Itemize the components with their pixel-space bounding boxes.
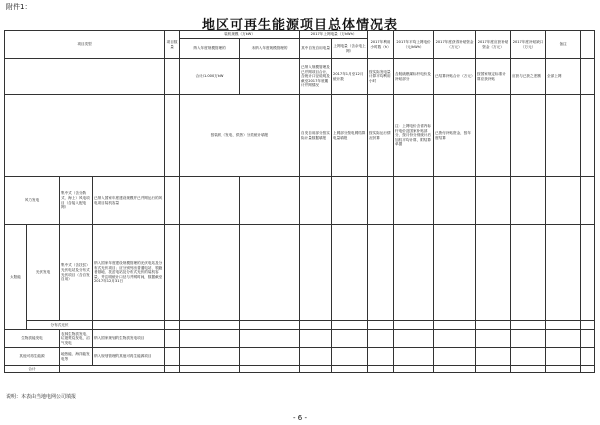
wind-sub: 集中式（含分散式、海上）风电项目（含接入配电网）: [60, 177, 93, 225]
document-title: 地区可再生能源项目总体情况表: [201, 18, 398, 33]
header-subsidy-due: 2017年度应获补贴资金（万元）: [476, 31, 511, 59]
summary-self: 2017年1月至12月统计数: [332, 59, 368, 95]
summary-in-plan: 已纳入规模管理及已并网项目合计，含统计口径说明及截至2017年底累计并网情况: [300, 59, 332, 95]
wind-row: [5, 177, 595, 225]
solar-group-label: 太阳能: [5, 225, 27, 330]
header-project-type: 项目类型: [5, 31, 165, 59]
geo-sub: 地热能、海洋能发电等: [60, 348, 93, 366]
block-price: 注：上网电价含省内标杆电价及国家补贴部分，按月份分别统计后加权平均计算，附结算单据: [394, 95, 434, 177]
block-paid: 已拨付补贴资金，按年度结算: [434, 95, 476, 177]
total-label: 合计: [5, 366, 60, 373]
block-row: [5, 95, 595, 177]
header-scale-group: 装机规模（万kW）: [180, 31, 300, 39]
biomass-sub: 农林生物质发电、垃圾焚烧发电、沼气发电: [60, 330, 93, 348]
attachment-label: 附件1：: [6, 3, 32, 11]
biomass-scale: 纳入国家规划的生物质发电项目: [93, 330, 165, 348]
block-hours: 按实际运行情况折算: [368, 95, 394, 177]
geo-row: [5, 348, 595, 366]
biomass-row: [5, 330, 595, 348]
header-subsidy-gap: 2017年度补贴缺口（万元）: [511, 31, 546, 59]
header-gen-self: 其中自发自用电量: [300, 39, 332, 59]
summary-price: 含脱硫燃煤标杆电价及补贴部分: [394, 59, 434, 95]
summary-gap: 应获与已获之差额: [511, 59, 546, 95]
header-hours: 2017年利用小时数（h）: [368, 31, 394, 59]
header-row-1: [5, 31, 595, 39]
geo-label: 其他可再生能源: [5, 348, 60, 366]
biomass-label: 生物质能发电: [5, 330, 60, 348]
solar-pv-label: 光伏发电: [27, 225, 60, 321]
header-avg-price: 2017年平均上网电价（元/kWh）: [394, 31, 434, 59]
block-note: 按装机（发电、供热）分类统计填报: [180, 95, 300, 177]
header-gen-group: 2017年上网电量（万kWh）: [300, 31, 368, 39]
header-gen-grid: 上网电量（含余电上网）: [332, 39, 368, 59]
summary-row: [5, 59, 595, 95]
block-grid: 上网部分按电网结算电量填报: [332, 95, 368, 177]
summary-due: 按国家规定标准计算应获补贴: [476, 59, 511, 95]
wind-scale: 已纳入国家年度建设规模并已并网运行的风电项目装机容量: [93, 177, 165, 225]
header-remarks: 备注: [546, 31, 581, 59]
page-number: - 6 -: [293, 414, 307, 422]
header-project-count: 项目数量: [165, 31, 180, 59]
summary-paid: 已结算补贴合计（万元）: [434, 59, 476, 95]
wind-label: 风力发电: [5, 177, 60, 225]
total-row: [5, 366, 595, 373]
solar-pv-scale: 纳入国家年度建设规模管理的光伏电站及分布式光伏项目；应分别列出普通电站、领跑者基地、扶贫电站及分布式光伏的装机容量，并注明统计口径与并网时间，数据截至2017年12月31日: [93, 225, 165, 321]
footnote: 说明：本表由当地电网公司填报: [6, 394, 77, 400]
summary-grid: 全部上网: [546, 59, 581, 95]
header-subsidy-paid: 2017年度获得补贴资金（万元）: [434, 31, 476, 59]
summary-code: 合计/1.000万kW: [180, 59, 240, 95]
geo-scale: 纳入规划管理的其他可再生能源项目: [93, 348, 165, 366]
summary-table: [4, 30, 595, 373]
block-self: 自发自用部分按实际计量数据填报: [300, 95, 332, 177]
solar-other-label: 分布式光伏: [27, 321, 93, 330]
header-scale-in-plan: 纳入年度规模管理的: [180, 39, 240, 59]
header-scale-not-in-plan: 未纳入年度规模管理的: [240, 39, 300, 59]
solar-pv-row: [5, 225, 595, 321]
solar-other-row: [5, 321, 595, 330]
summary-hours: 按实际发电量计算平均利用小时: [368, 59, 394, 95]
solar-pv-sub: 集中式（含扶贫）光伏电站及分布式光伏项目（含自发自用）: [60, 225, 93, 321]
